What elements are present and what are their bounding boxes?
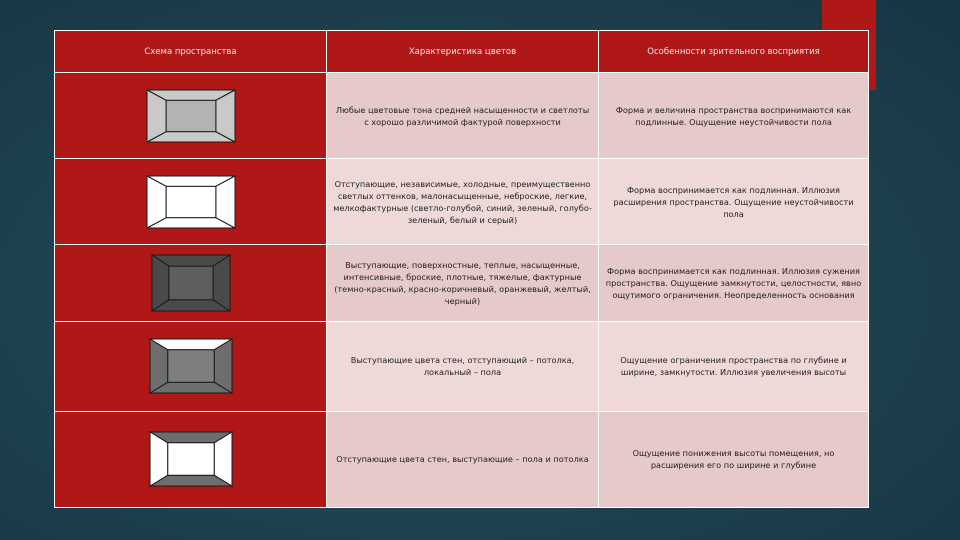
colors-cell: Отступающие цвета стен, выступающие – пола и потолка [327,411,599,507]
perception-cell: Ощущение понижения высоты помещения, но расширения его по ширине и глубине [599,411,869,507]
schema-cell [55,411,327,507]
colors-cell: Любые цветовые тона средней насыщенности и светлоты с хорошо различимой фактурой поверхности [327,73,599,159]
table-row [55,321,869,411]
colors-cell: Выступающие, поверхностные, теплые, насыщенные, интенсивные, броские, плотные, тяжелые, фактурные (темно-красный, красно-коричневый, оранжевый, желтый, черный) [327,245,599,321]
perception-cell: Форма и величина пространства воспринимаются как подлинные. Ощущение неустойчивости пола [599,73,869,159]
table-row [55,245,869,321]
back-wall-plane [168,266,212,300]
room-diagram [145,174,237,230]
table-row [55,411,869,507]
schema-cell [55,159,327,245]
colors-cell: Отступающие, независимые, холодные, преимущественно светлых оттенков, малонасыщенные, неброские, легкие, мелкофактурные (светло-голубой, синий, зеленый, голубо-зеленый, белый и серый) [327,159,599,245]
back-wall-plane [167,443,213,475]
perception-cell: Форма воспринимается как подлинная. Иллюзия сужения пространства. Ощущение замкнутости, целостности, явно ощутимого ограничения. Неопределенность основания [599,245,869,321]
back-wall-plane [167,350,213,382]
table-row [55,159,869,245]
schema-cell [55,73,327,159]
room-diagram [148,430,234,488]
room-diagram [150,253,232,313]
perception-cell: Форма воспринимается как подлинная. Иллюзия расширения пространства. Ощущение неустойчивости пола [599,159,869,245]
header-colors: Характеристика цветов [327,31,599,73]
table-header-row [55,31,869,73]
room-diagram [148,337,234,395]
back-wall-plane [166,186,216,217]
header-perception: Особенности зрительного восприятия [599,31,869,73]
schema-cell [55,245,327,321]
table-row [55,73,869,159]
perception-cell: Ощущение ограничения пространства по глубине и ширине, замкнутости. Иллюзия увеличения высоты [599,321,869,411]
color-space-table [54,30,869,508]
room-diagram [145,88,237,144]
header-schema: Схема пространства [55,31,327,73]
schema-cell [55,321,327,411]
colors-cell: Выступающие цвета стен, отступающий – потолка, локальный – пола [327,321,599,411]
back-wall-plane [166,100,216,131]
